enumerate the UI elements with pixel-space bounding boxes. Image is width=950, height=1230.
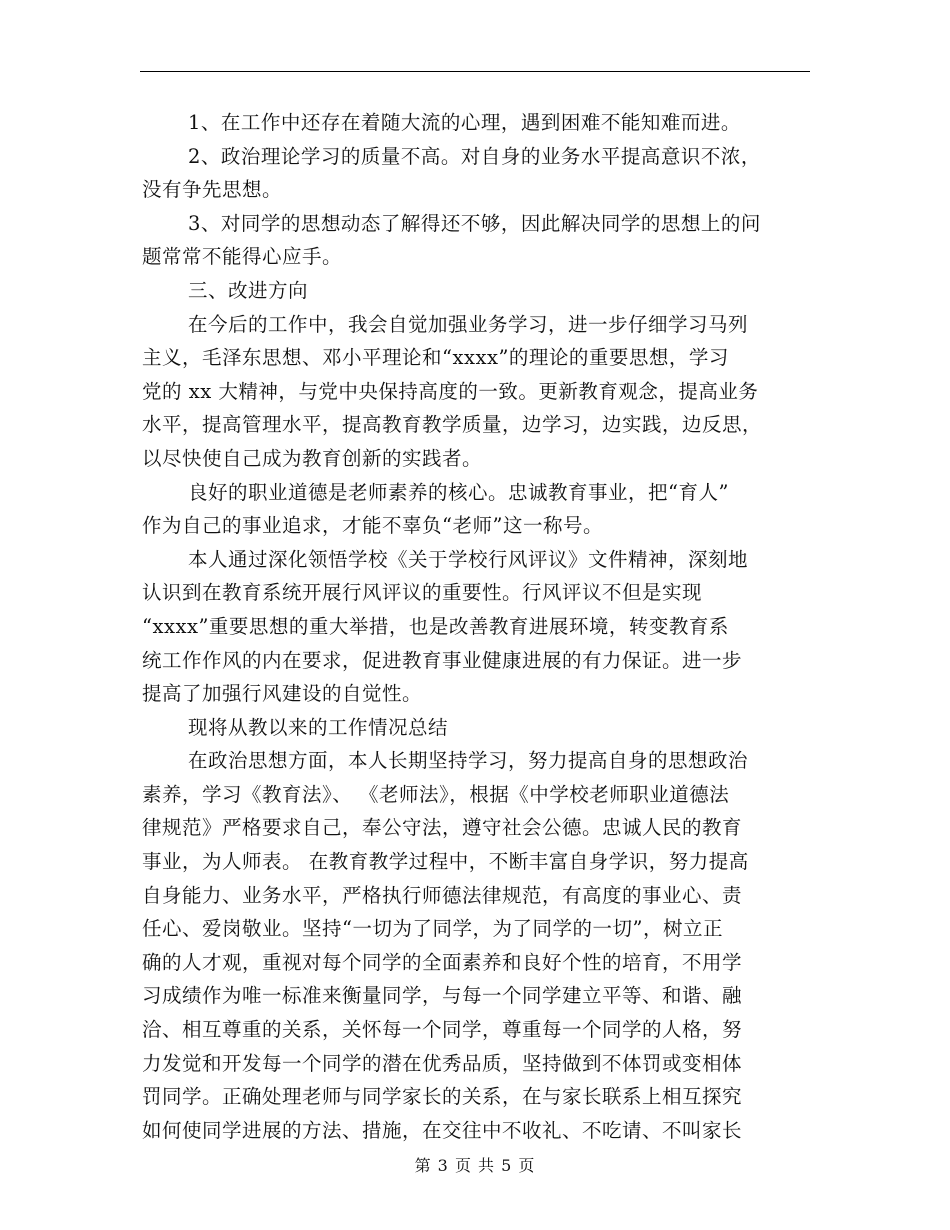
text-line: 良好的职业道德是老师素养的核心。忠诚教育事业，把“育人” (188, 480, 729, 504)
text-line: 统工作作风的内在要求，促进教育事业健康进展的有力保证。进一步 (142, 648, 743, 672)
text-line: 三、改进方向 (188, 278, 309, 302)
body-text (142, 106, 810, 1147)
text-line: 作为自己的事业追求，才能不辜负“老师”这一称号。 (142, 514, 603, 538)
text-line: 提高了加强行风建设的自觉性。 (142, 682, 423, 706)
text-line: 罚同学。正确处理老师与同学家长的关系，在与家长联系上相互探究 (142, 1085, 743, 1109)
header-rule (140, 71, 810, 72)
text-line: 律规范》严格要求自己，奉公守法，遵守社会公德。忠诚人民的教育 (142, 816, 743, 840)
text-line: 2、政治理论学习的质量不高。对自身的业务水平提高意识不浓， (188, 144, 761, 168)
text-line: 水平，提高管理水平，提高教育教学质量，边学习，边实践，边反思， (142, 413, 763, 437)
text-line: 认识到在教育系统开展行风评议的重要性。行风评议不但是实现 (142, 581, 703, 605)
text-line: 在政治思想方面，本人长期坚持学习，努力提高自身的思想政治 (188, 749, 749, 773)
text-line: 现将从教以来的工作情况总结 (188, 715, 449, 739)
text-line: 力发觉和开发每一个同学的潜在优秀品质，坚持做到不体罚或变相体 (142, 1051, 743, 1075)
text-line: 如何使同学进展的方法、措施，在交往中不收礼、不吃请、不叫家长 (142, 1118, 743, 1142)
text-line: 没有争先思想。 (142, 178, 283, 202)
text-line: 题常常不能得心应手。 (142, 245, 343, 269)
text-line: 在今后的工作中，我会自觉加强业务学习，进一步仔细学习马列 (188, 312, 749, 336)
page-number: 第 3 页 共 5 页 (414, 1156, 536, 1175)
text-line: 以尽快使自己成为教育创新的实践者。 (142, 446, 483, 470)
text-line: 党的 xx 大精神，与党中央保持高度的一致。更新教育观念，提高业务 (142, 379, 759, 403)
text-line: 3、对同学的思想动态了解得还不够，因此解决同学的思想上的问 (188, 211, 761, 235)
text-line: 1、在工作中还存在着随大流的心理，遇到困难不能知难而进。 (188, 111, 741, 134)
text-line: 本人通过深化领悟学校《关于学校行风评议》文件精神，深刻地 (188, 547, 749, 571)
text-line: “xxxx”重要思想的重大举措，也是改善教育进展环境，转变教育系 (142, 614, 729, 638)
text-line: 主义，毛泽东思想、邓小平理论和“xxxx”的理论的重要思想，学习 (142, 346, 729, 370)
text-line: 自身能力、业务水平，严格执行师德法律规范，有高度的事业心、责 (142, 883, 743, 907)
text-line: 确的人才观，重视对每个同学的全面素养和良好个性的培育，不用学 (142, 950, 743, 974)
text-line: 事业，为人师表。 在教育教学过程中，不断丰富自身学识，努力提高 (142, 850, 749, 874)
text-line: 任心、爱岗敬业。坚持“一切为了同学，为了同学的一切”，树立正 (142, 917, 723, 941)
text-line: 习成绩作为唯一标准来衡量同学，与每一个同学建立平等、和谐、融 (142, 984, 743, 1008)
text-line: 洽、相互尊重的关系，关怀每一个同学，尊重每一个同学的人格，努 (142, 1018, 743, 1042)
text-line: 素养，学习《教育法》、 《老师法》，根据《中学校老师职业道德法 (142, 782, 730, 806)
